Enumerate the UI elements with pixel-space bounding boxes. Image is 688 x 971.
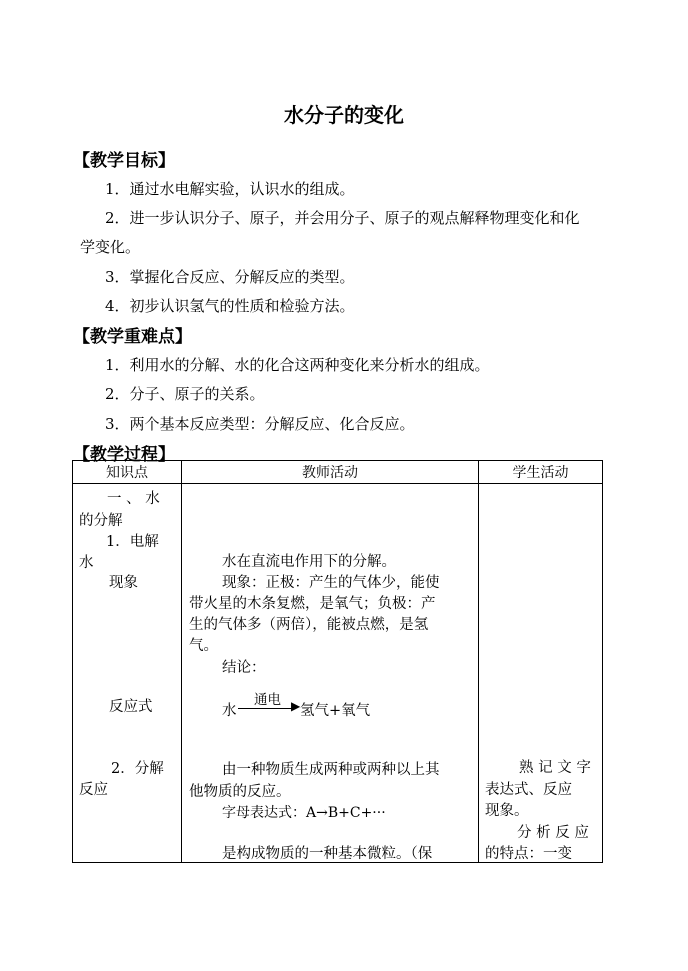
knowledge-text: 现象 bbox=[109, 575, 138, 591]
objective-item: 4．初步认识氢气的性质和检验方法。 bbox=[105, 297, 355, 315]
header-knowledge: 知识点 bbox=[73, 461, 182, 484]
reaction-arrow-line bbox=[238, 708, 296, 709]
teacher-text: 气。 bbox=[189, 638, 218, 654]
header-teacher-activity: 教师活动 bbox=[182, 461, 479, 484]
teaching-process-table bbox=[72, 460, 603, 863]
teacher-text: 生的气体多（两倍），能被点燃，是氢 bbox=[189, 617, 429, 633]
equation-products: 氢气+氧气 bbox=[300, 703, 371, 719]
knowledge-cell bbox=[73, 484, 182, 863]
teacher-activity-cell bbox=[182, 484, 479, 863]
teacher-text: 现象：正极：产生的气体少，能使 bbox=[222, 575, 440, 591]
knowledge-text: 的分解 bbox=[79, 513, 123, 529]
objective-item-continued: 学变化。 bbox=[80, 238, 141, 256]
teacher-text: 带火星的木条复燃，是氧气；负极：产 bbox=[189, 596, 436, 612]
equation-condition: 通电 bbox=[254, 692, 281, 708]
process-heading: 【教学过程】 bbox=[73, 445, 175, 465]
knowledge-text: 一 、 水 bbox=[107, 491, 160, 507]
teacher-text: 由一种物质生成两种或两种以上其 bbox=[222, 762, 440, 778]
knowledge-text: 反应式 bbox=[109, 699, 153, 715]
student-activity-cell bbox=[479, 484, 603, 863]
teacher-text: 他物质的反应。 bbox=[189, 784, 291, 800]
student-text: 表达式、反应 bbox=[485, 782, 572, 798]
student-text: 分 析 反 应 bbox=[517, 825, 589, 841]
table-row bbox=[73, 484, 603, 863]
knowledge-text: 2．分解 bbox=[111, 761, 164, 777]
key-point-item: 1．利用水的分解、水的化合这两种变化来分析水的组成。 bbox=[105, 356, 490, 374]
equation-reactant: 水 bbox=[222, 703, 237, 719]
key-point-item: 3．两个基本反应类型：分解反应、化合反应。 bbox=[105, 415, 415, 433]
knowledge-text: 水 bbox=[79, 555, 94, 571]
table-header-row bbox=[73, 461, 603, 484]
student-text: 现象。 bbox=[485, 803, 529, 819]
objective-item: 1．通过水电解实验，认识水的组成。 bbox=[105, 180, 355, 198]
knowledge-text: 反应 bbox=[79, 782, 108, 798]
teacher-text: 结论： bbox=[222, 660, 266, 676]
objective-item: 2．进一步认识分子、原子，并会用分子、原子的观点解释物理变化和化 bbox=[105, 209, 580, 227]
page-title: 水分子的变化 bbox=[284, 103, 404, 127]
teacher-text: 水在直流电作用下的分解。 bbox=[222, 554, 396, 570]
knowledge-text: 1．电解 bbox=[106, 534, 159, 550]
student-text: 的特点：一变 bbox=[485, 846, 572, 862]
key-point-item: 2．分子、原子的关系。 bbox=[105, 385, 265, 403]
teacher-text: 是构成物质的一种基本微粒。（保 bbox=[222, 846, 433, 862]
objectives-heading: 【教学目标】 bbox=[73, 151, 175, 171]
key-points-heading: 【教学重难点】 bbox=[73, 327, 192, 347]
objective-item: 3．掌握化合反应、分解反应的类型。 bbox=[105, 268, 355, 286]
teacher-text: 字母表达式：A→B+C+··· bbox=[222, 805, 386, 821]
header-student-activity: 学生活动 bbox=[479, 461, 603, 484]
arrow-head-icon: ▶ bbox=[291, 699, 301, 713]
student-text: 熟 记 文 字 bbox=[519, 760, 591, 776]
